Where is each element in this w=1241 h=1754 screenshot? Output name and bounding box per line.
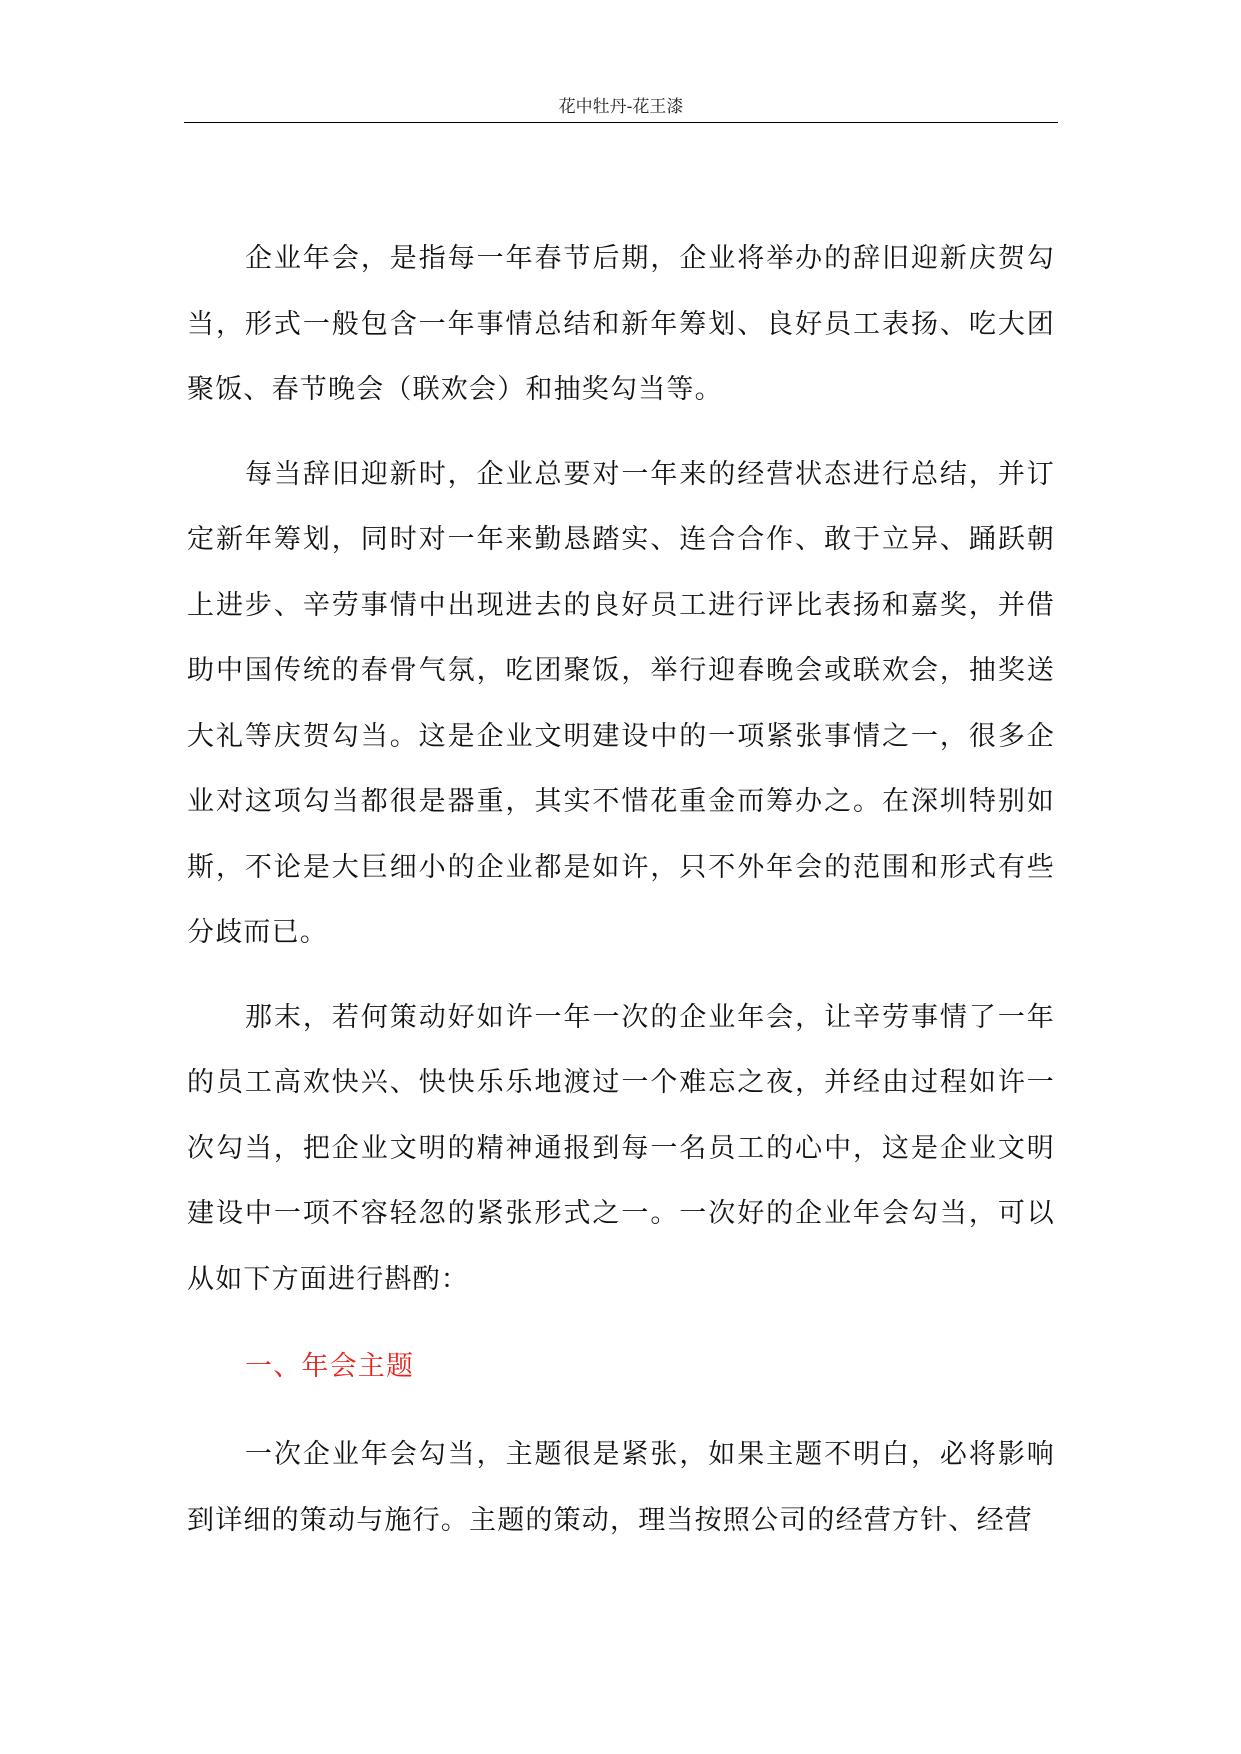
paragraph-theme: 一次企业年会勾当，主题很是紧张，如果主题不明白，必将影响到详细的策动与施行。主题的策动，理当按照公司的经营方针、经营 <box>187 1439 1055 1536</box>
document-body <box>187 226 1055 1553</box>
paragraph-intro: 企业年会，是指每一年春节后期，企业将举办的辞旧迎新庆贺勾当，形式一般包含一年事情总结和新年筹划、良好员工表扬、吃大团聚饭、春节晚会（联欢会）和抽奖勾当等。 <box>187 243 1055 405</box>
paragraph-summary: 每当辞旧迎新时，企业总要对一年来的经营状态进行总结，并订定新年筹划，同时对一年来勤恳踏实、连合合作、敢于立异、踊跃朝上进步、辛劳事情中出现进去的良好员工进行评比表扬和嘉奖，并借助中国传统的春骨气氛，吃团聚饭，举行迎春晚会或联欢会，抽奖送大礼等庆贺勾当。这是企业文明建设中的一项紧张事情之一，很多企业对这项勾当都很是器重，其实不惜花重金而筹办之。在深圳特别如斯，不论是大巨细小的企业都是如许，只不外年会的范围和形式有些分歧而已。 <box>187 458 1055 948</box>
header-rule <box>184 122 1058 123</box>
paragraph-planning: 那末，若何策动好如许一年一次的企业年会，让辛劳事情了一年的员工高欢快兴、快快乐乐地渡过一个难忘之夜，并经由过程如许一次勾当，把企业文明的精神通报到每一名员工的心中，这是企业文明建设中一项不容轻忽的紧张形式之一。一次好的企业年会勾当，可以从如下方面进行斟酌： <box>187 1001 1055 1295</box>
page-header: 花中牡丹-花王漆 <box>558 97 684 117</box>
section-heading: 一、年会主题 <box>245 1351 415 1382</box>
